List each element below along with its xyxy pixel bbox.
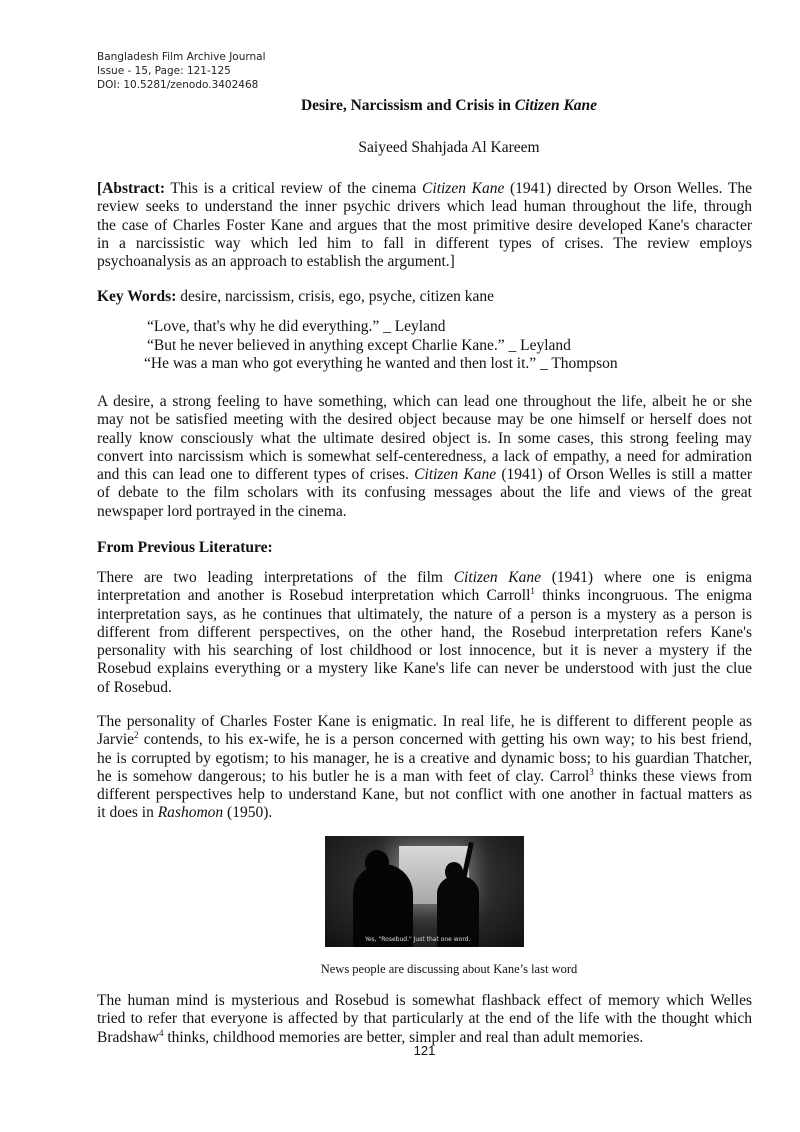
text-span: Jarvie: [97, 731, 135, 749]
paragraph-literature: [97, 569, 752, 697]
text-line: tried to refer that everyone is affected by that particularly at the end of the life with the thought which: [97, 1010, 752, 1028]
journal-doi: DOI: 10.5281/zenodo.3402468: [97, 79, 259, 91]
text-line: The personality of Charles Foster Kane is enigmatic. In real life, he is different to different people as: [97, 713, 752, 730]
text-line: newspaper lord portrayed in the cinema.: [97, 502, 347, 520]
footnote-ref[interactable]: 1: [530, 586, 535, 597]
abstract-text: This is a critical review of the cinema: [170, 180, 417, 197]
journal-header: [97, 50, 266, 92]
text-line: convert into narcissism which is somewhat self-centeredness, a lack of empathy, a need for admiration: [97, 447, 752, 465]
text-line: The human mind is mysterious and Rosebud is somewhat flashback effect of memory which Welles: [97, 992, 752, 1009]
text-span: (1941) where one is enigma: [551, 569, 753, 586]
section-heading: From Previous Literature:: [97, 539, 273, 556]
keywords-text: desire, narcissism, crisis, ego, psyche, citizen kane: [180, 288, 495, 305]
paragraph-intro: [97, 393, 752, 521]
film-title: Citizen Kane: [414, 466, 497, 484]
abstract-label: [Abstract:: [97, 180, 166, 197]
text-line: of debate to the film scholars with its confusing messages about the life and views of the great: [97, 484, 752, 502]
silhouette-person: [353, 864, 413, 947]
footnote-ref[interactable]: 2: [134, 730, 139, 741]
text-line: personality with his searching of lost childhood or lost innocence, but it is never a mystery if the: [97, 642, 752, 660]
abstract-text: (1941) directed by Orson Welles. The: [509, 180, 752, 197]
abstract-text: review seeks to understand the inner psychic drivers which lead human throughout the life, through: [97, 198, 752, 216]
text-span: thinks, childhood memories are better, simpler and real than adult memories.: [167, 1028, 644, 1046]
text-span: (1941) of Orson Welles is still a matter: [501, 466, 753, 484]
text-line: [97, 768, 752, 786]
epigraph-quote: “Love, that's why he did everything.” _ Leyland: [147, 318, 446, 335]
text-span: thinks incongruous. The enigma: [542, 587, 752, 605]
text-line: [97, 731, 752, 749]
text-line: Rosebud explains everything or a mystery like Kane's life can never be understood with just the clue: [97, 660, 752, 678]
film-title: Citizen Kane: [453, 569, 542, 586]
text-line: interpretation says, as he continues that ultimately, the nature of a person is a mystery as a person is: [97, 605, 752, 623]
text-span: he is somehow dangerous; to his butler he is a man with feet of clay. Carrol: [97, 767, 590, 785]
paragraph-memory: [97, 992, 752, 1047]
text-line: of Rosebud.: [97, 678, 172, 696]
text-span: (1950).: [227, 804, 273, 822]
text-span: Bradshaw: [97, 1028, 159, 1046]
abstract: [97, 180, 752, 271]
film-title: Citizen Kane: [422, 180, 505, 197]
text-span: interpretation and another is Rosebud interpretation which Carroll: [97, 587, 531, 605]
text-line: really know consciously what the ultimate desired object is. In some cases, this strong feeling may: [97, 429, 752, 447]
epigraph-quote: “He was a man who got everything he wanted and then lost it.” _ Thompson: [144, 355, 618, 372]
abstract-text: psychoanalysis as an approach to establish the argument.]: [97, 253, 455, 271]
footnote-ref[interactable]: 3: [589, 766, 594, 777]
text-line: [97, 569, 752, 587]
text-span: and this can lead one to different types of crises.: [97, 466, 409, 484]
paragraph-personality: [97, 713, 752, 823]
film-title: Rashomon: [157, 804, 224, 822]
title-film: Citizen Kane: [514, 97, 598, 114]
epigraph-quote: “But he never believed in anything except Charlie Kane.” _ Leyland: [147, 337, 571, 354]
journal-name: Bangladesh Film Archive Journal: [97, 51, 266, 63]
footnote-ref[interactable]: 4: [159, 1027, 164, 1038]
abstract-text: in a narcissistic way which led him to fall in different types of crises. The review employs: [97, 234, 752, 252]
article-title: [97, 97, 800, 115]
keywords-label: Key Words:: [97, 288, 177, 305]
text-line: he is corrupted by egotism; to his manager, he is a creative and dynamic boss; to his guardian Thatcher,: [97, 749, 752, 767]
figure-caption: News people are discussing about Kane’s last word: [320, 962, 578, 976]
journal-issue: Issue - 15, Page: 121-125: [97, 65, 231, 77]
author-name: Saiyeed Shahjada Al Kareem: [358, 139, 540, 156]
text-line: [97, 804, 752, 822]
text-span: it does in: [97, 804, 154, 822]
text-line: [97, 466, 752, 484]
text-line: [97, 587, 752, 605]
text-span: There are two leading interpretations of the film: [97, 569, 443, 586]
text-line: may not be satisfied meeting with the desired object because may be one himself or herself does not: [97, 411, 752, 429]
keywords: [97, 288, 752, 306]
abstract-text: the case of Charles Foster Kane and argues that the most primitive desire developed Kane's character: [97, 216, 752, 234]
text-line: different perspectives help to understand Kane, but not conflict with one another in factual matters as: [97, 786, 752, 804]
title-text: Desire, Narcissism and Crisis in: [300, 97, 515, 114]
page-number: 121: [413, 1043, 436, 1058]
text-line: A desire, a strong feeling to have something, which can lead one throughout the life, albeit he or she: [97, 393, 752, 410]
film-still-image: [325, 836, 524, 947]
text-line: different from different perspectives, on the other hand, the Rosebud interpretation refers Kane's: [97, 623, 752, 641]
text-span: contends, to his ex-wife, he is a person concerned with getting his own way; to his best friend,: [143, 731, 752, 749]
text-span: thinks these views from: [599, 767, 752, 785]
film-subtitle: Yes, "Rosebud." Just that one word.: [365, 936, 471, 943]
